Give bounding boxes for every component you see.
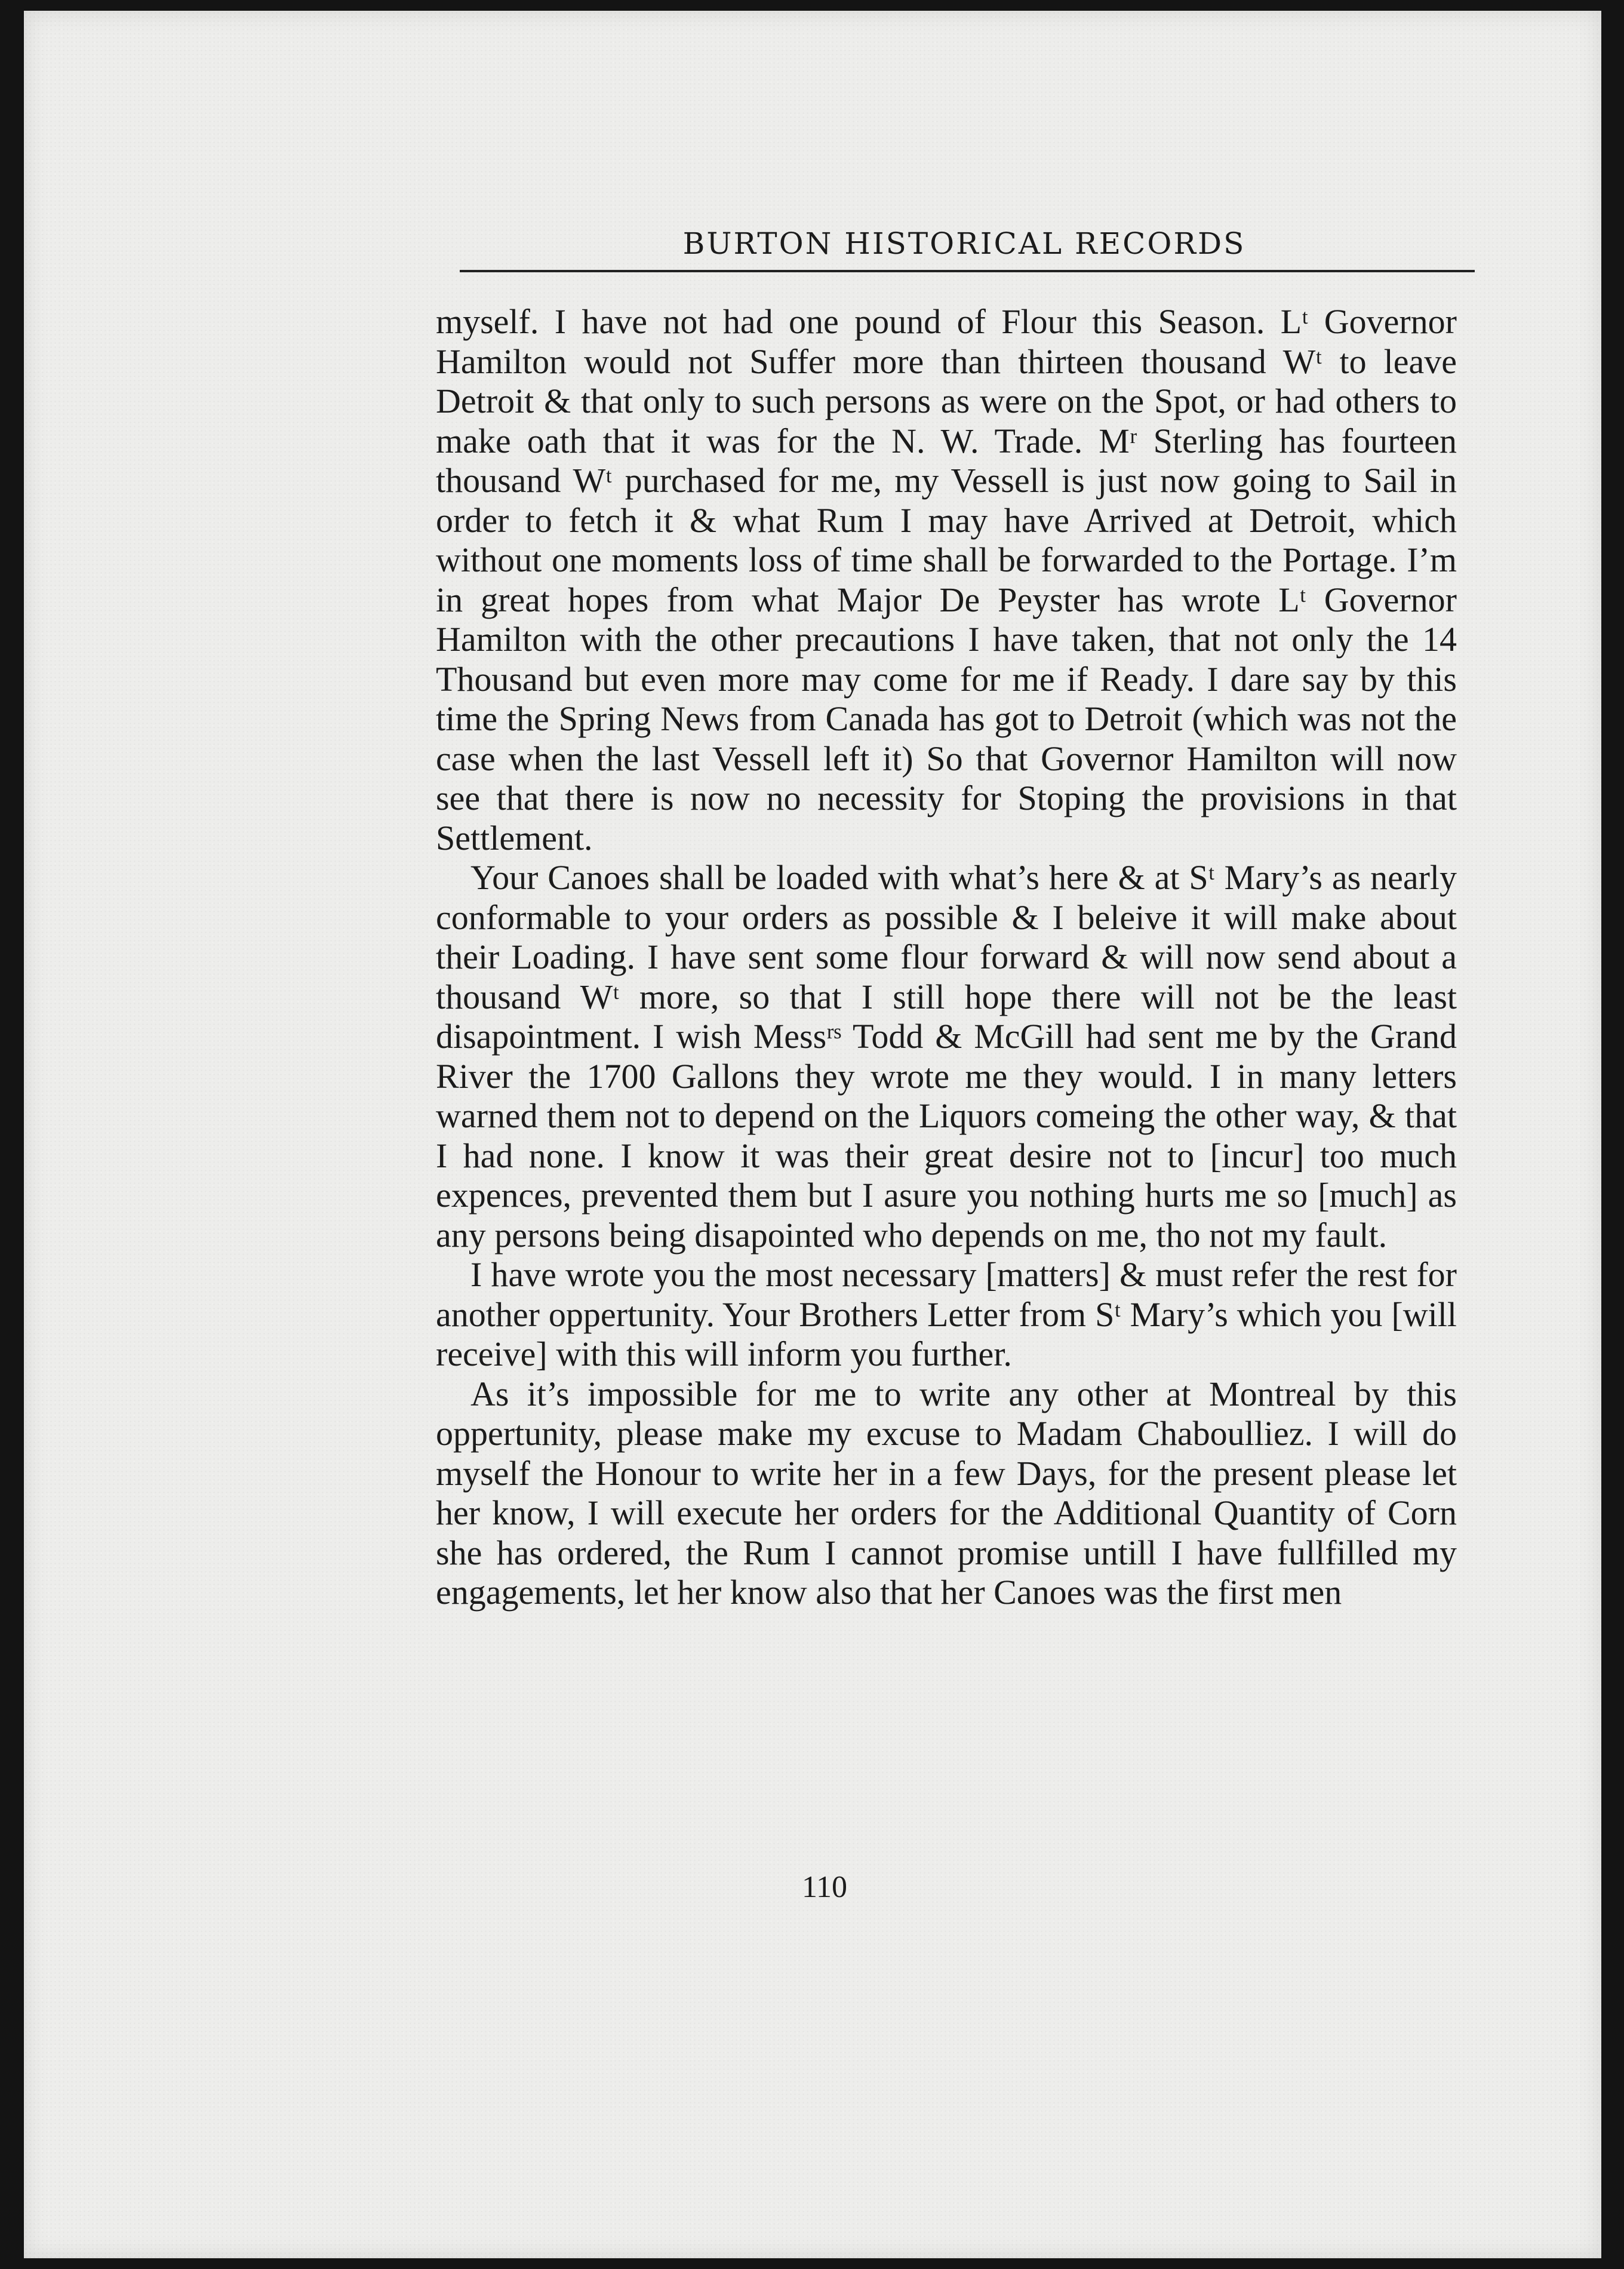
book-page: [24, 11, 1601, 2258]
paragraph-3: I have wrote you the most necessary [matters] & must refer the rest for another oppertunity. Your Brothers Letter from Sᵗ Mary’s which you [will receive] with this will inform you further.: [436, 1255, 1457, 1373]
page-content: [436, 226, 1457, 1613]
paragraph-1: myself. I have not had one pound of Flour this Season. Lᵗ Governor Hamilton would not Suffer more than thirteen thousand Wᵗ to leave Detroit & that only to such persons as were on the Spot, or had others to make oath that it was for the N. W. Trade. Mʳ Sterling has fourteen thousand Wᵗ purchased for me, my Vessell is just now going to Sail in order to fetch it & what Rum I may have Arrived at Detroit, which without one moments loss of time shall be forwarded to the Portage. I’m in great hopes from what Major De Peyster has wrote Lᵗ Governor Hamilton with the other precautions I have taken, that not only the 14 Thousand but even more may come for me if Ready. I dare say by this time the Spring News from Canada has got to Detroit (which was not the case when the last Vessell left it) So that Governor Hamilton will now see that there is now no necessity for Stoping the provisions in that Settlement.: [436, 302, 1457, 857]
paragraph-4: As it’s impossible for me to write any other at Montreal by this oppertunity, please make my excuse to Madam Chaboulliez. I will do myself the Honour to write her in a few Days, for the present please let her know, I will execute her orders for the Additional Quantity of Corn she has ordered, the Rum I cannot promise untill I have fullfilled my engagements, let her know also that her Canoes was the first men: [436, 1374, 1457, 1612]
page-number: 110: [801, 1870, 848, 1904]
running-head: BURTON HISTORICAL RECORDS: [682, 226, 1246, 261]
paragraph-2: Your Canoes shall be loaded with what’s here & at Sᵗ Mary’s as nearly conformable to your orders as possible & I beleive it will make about their Loading. I have sent some flour forward & will now send about a thousand Wᵗ more, so that I still hope there will not be the least disapointment. I wish Messʳˢ Todd & McGill had sent me by the Grand River the 1700 Gallons they wrote me they would. I in many letters warned them not to depend on the Liquors comeing the other way, & that I had none. I know it was their great desire not to [incur] too much expences, prevented them but I asure you nothing hurts me so [much] as any persons being disapointed who depends on me, tho not my fault.: [436, 858, 1457, 1255]
header-rule: [460, 270, 1475, 272]
body-text: [436, 302, 1457, 1613]
